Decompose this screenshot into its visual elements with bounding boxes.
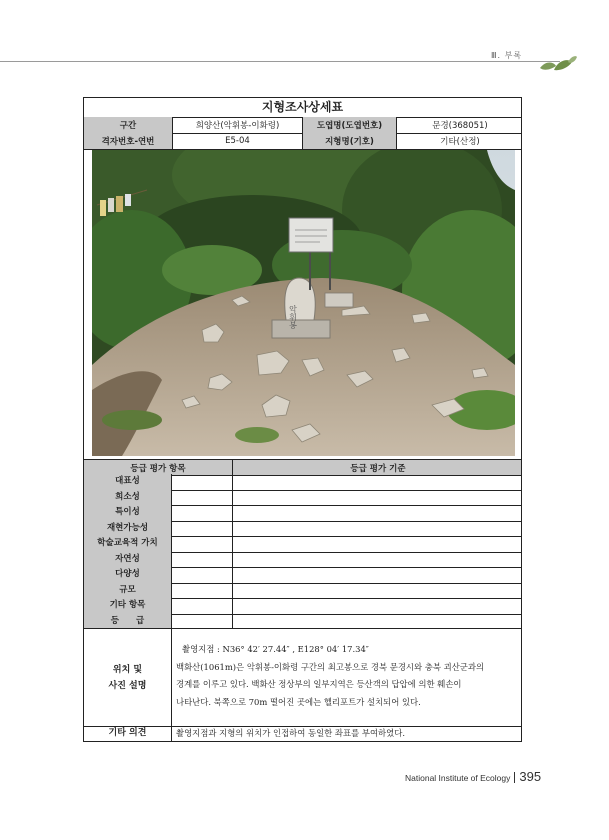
info-row-1 bbox=[84, 117, 521, 134]
etc-label: 기타 의견 bbox=[84, 725, 172, 741]
map-label: 도엽명(도엽번호) bbox=[302, 117, 396, 133]
page-number: 395 bbox=[519, 769, 542, 784]
header-rule bbox=[0, 61, 560, 62]
evaluation-item: 희소성 bbox=[84, 490, 172, 506]
grade-cell bbox=[172, 614, 233, 629]
summit-stone-text: 악휘봉 bbox=[288, 305, 298, 329]
location-section bbox=[84, 628, 521, 727]
evaluation-item: 규모 bbox=[84, 583, 172, 599]
grid-value: E5-04 bbox=[172, 133, 302, 149]
grid-label: 격자번호-연번 bbox=[84, 133, 172, 149]
evaluation-item: 자연성 bbox=[84, 552, 172, 568]
criteria-header: 등급 평가 기준 bbox=[350, 463, 406, 474]
section-value: 희양산(악휘봉-이화령) bbox=[172, 117, 302, 133]
evaluation-item: 학술교육적 가치 bbox=[84, 536, 172, 552]
evaluation-row bbox=[84, 505, 521, 522]
etc-section bbox=[84, 725, 521, 741]
grade-cell bbox=[172, 598, 233, 614]
photo-coordinates: 촬영지점 : N36° 42′ 27.44″ , E128° 04′ 17.34″ bbox=[182, 644, 369, 654]
leaf-ornament-icon bbox=[538, 54, 578, 74]
evaluation-row bbox=[84, 552, 521, 569]
location-description bbox=[176, 641, 516, 711]
sheet-title: 지형조사상세표 bbox=[84, 98, 521, 118]
site-photo bbox=[92, 150, 515, 456]
page-footer bbox=[405, 769, 541, 784]
evaluation-row bbox=[84, 474, 521, 491]
items-header: 등급 평가 항목 bbox=[84, 460, 233, 475]
evaluation-row bbox=[84, 521, 521, 538]
grade-cell bbox=[172, 567, 233, 583]
evaluation-row bbox=[84, 536, 521, 553]
landform-value: 기타(산정) bbox=[396, 133, 523, 149]
evaluation-row bbox=[84, 583, 521, 600]
evaluation-item: 다양성 bbox=[84, 567, 172, 583]
description-line: 백화산(1061m)은 악휘봉-이화령 구간의 최고봉으로 경북 문경시와 충북 괴산군과의 bbox=[176, 661, 485, 672]
description-line: 경계를 이루고 있다. 백화산 정상부의 일부지역은 등산객의 답압에 의한 훼손이 bbox=[176, 679, 462, 689]
etc-text: 촬영지점과 지형의 위치가 인접하여 동일한 좌표를 부여하였다. bbox=[176, 728, 405, 738]
footer-org: National Institute of Ecology bbox=[405, 773, 511, 783]
evaluation-row bbox=[84, 614, 521, 629]
section-label: 구간 bbox=[84, 117, 172, 133]
grade-cell bbox=[172, 552, 233, 568]
evaluation-row bbox=[84, 598, 521, 615]
chapter-label: Ⅲ. 부록 bbox=[491, 51, 523, 60]
location-label bbox=[84, 629, 172, 726]
grade-cell bbox=[172, 521, 233, 537]
location-label-text: 위치 및 사진 설명 bbox=[108, 664, 147, 691]
evaluation-row bbox=[84, 490, 521, 507]
evaluation-item: 등 급 bbox=[84, 614, 172, 629]
evaluation-row bbox=[84, 567, 521, 584]
grade-cell bbox=[172, 474, 233, 490]
evaluation-item: 특이성 bbox=[84, 505, 172, 521]
survey-sheet bbox=[83, 97, 522, 742]
grade-cell bbox=[172, 583, 233, 599]
description-line: 나타난다. 북쪽으로 70m 떨어진 곳에는 헬리포트가 설치되어 있다. bbox=[176, 696, 421, 707]
landform-label: 지형명(기호) bbox=[302, 133, 396, 149]
evaluation-item: 기타 항목 bbox=[84, 598, 172, 614]
grade-cell bbox=[172, 490, 233, 506]
grade-cell bbox=[172, 536, 233, 552]
map-value: 문경(368051) bbox=[396, 117, 523, 133]
grade-cell bbox=[172, 505, 233, 521]
info-row-2 bbox=[84, 133, 521, 150]
evaluation-item: 대표성 bbox=[84, 474, 172, 490]
evaluation-item: 재현가능성 bbox=[84, 521, 172, 537]
footer-divider bbox=[514, 772, 515, 783]
